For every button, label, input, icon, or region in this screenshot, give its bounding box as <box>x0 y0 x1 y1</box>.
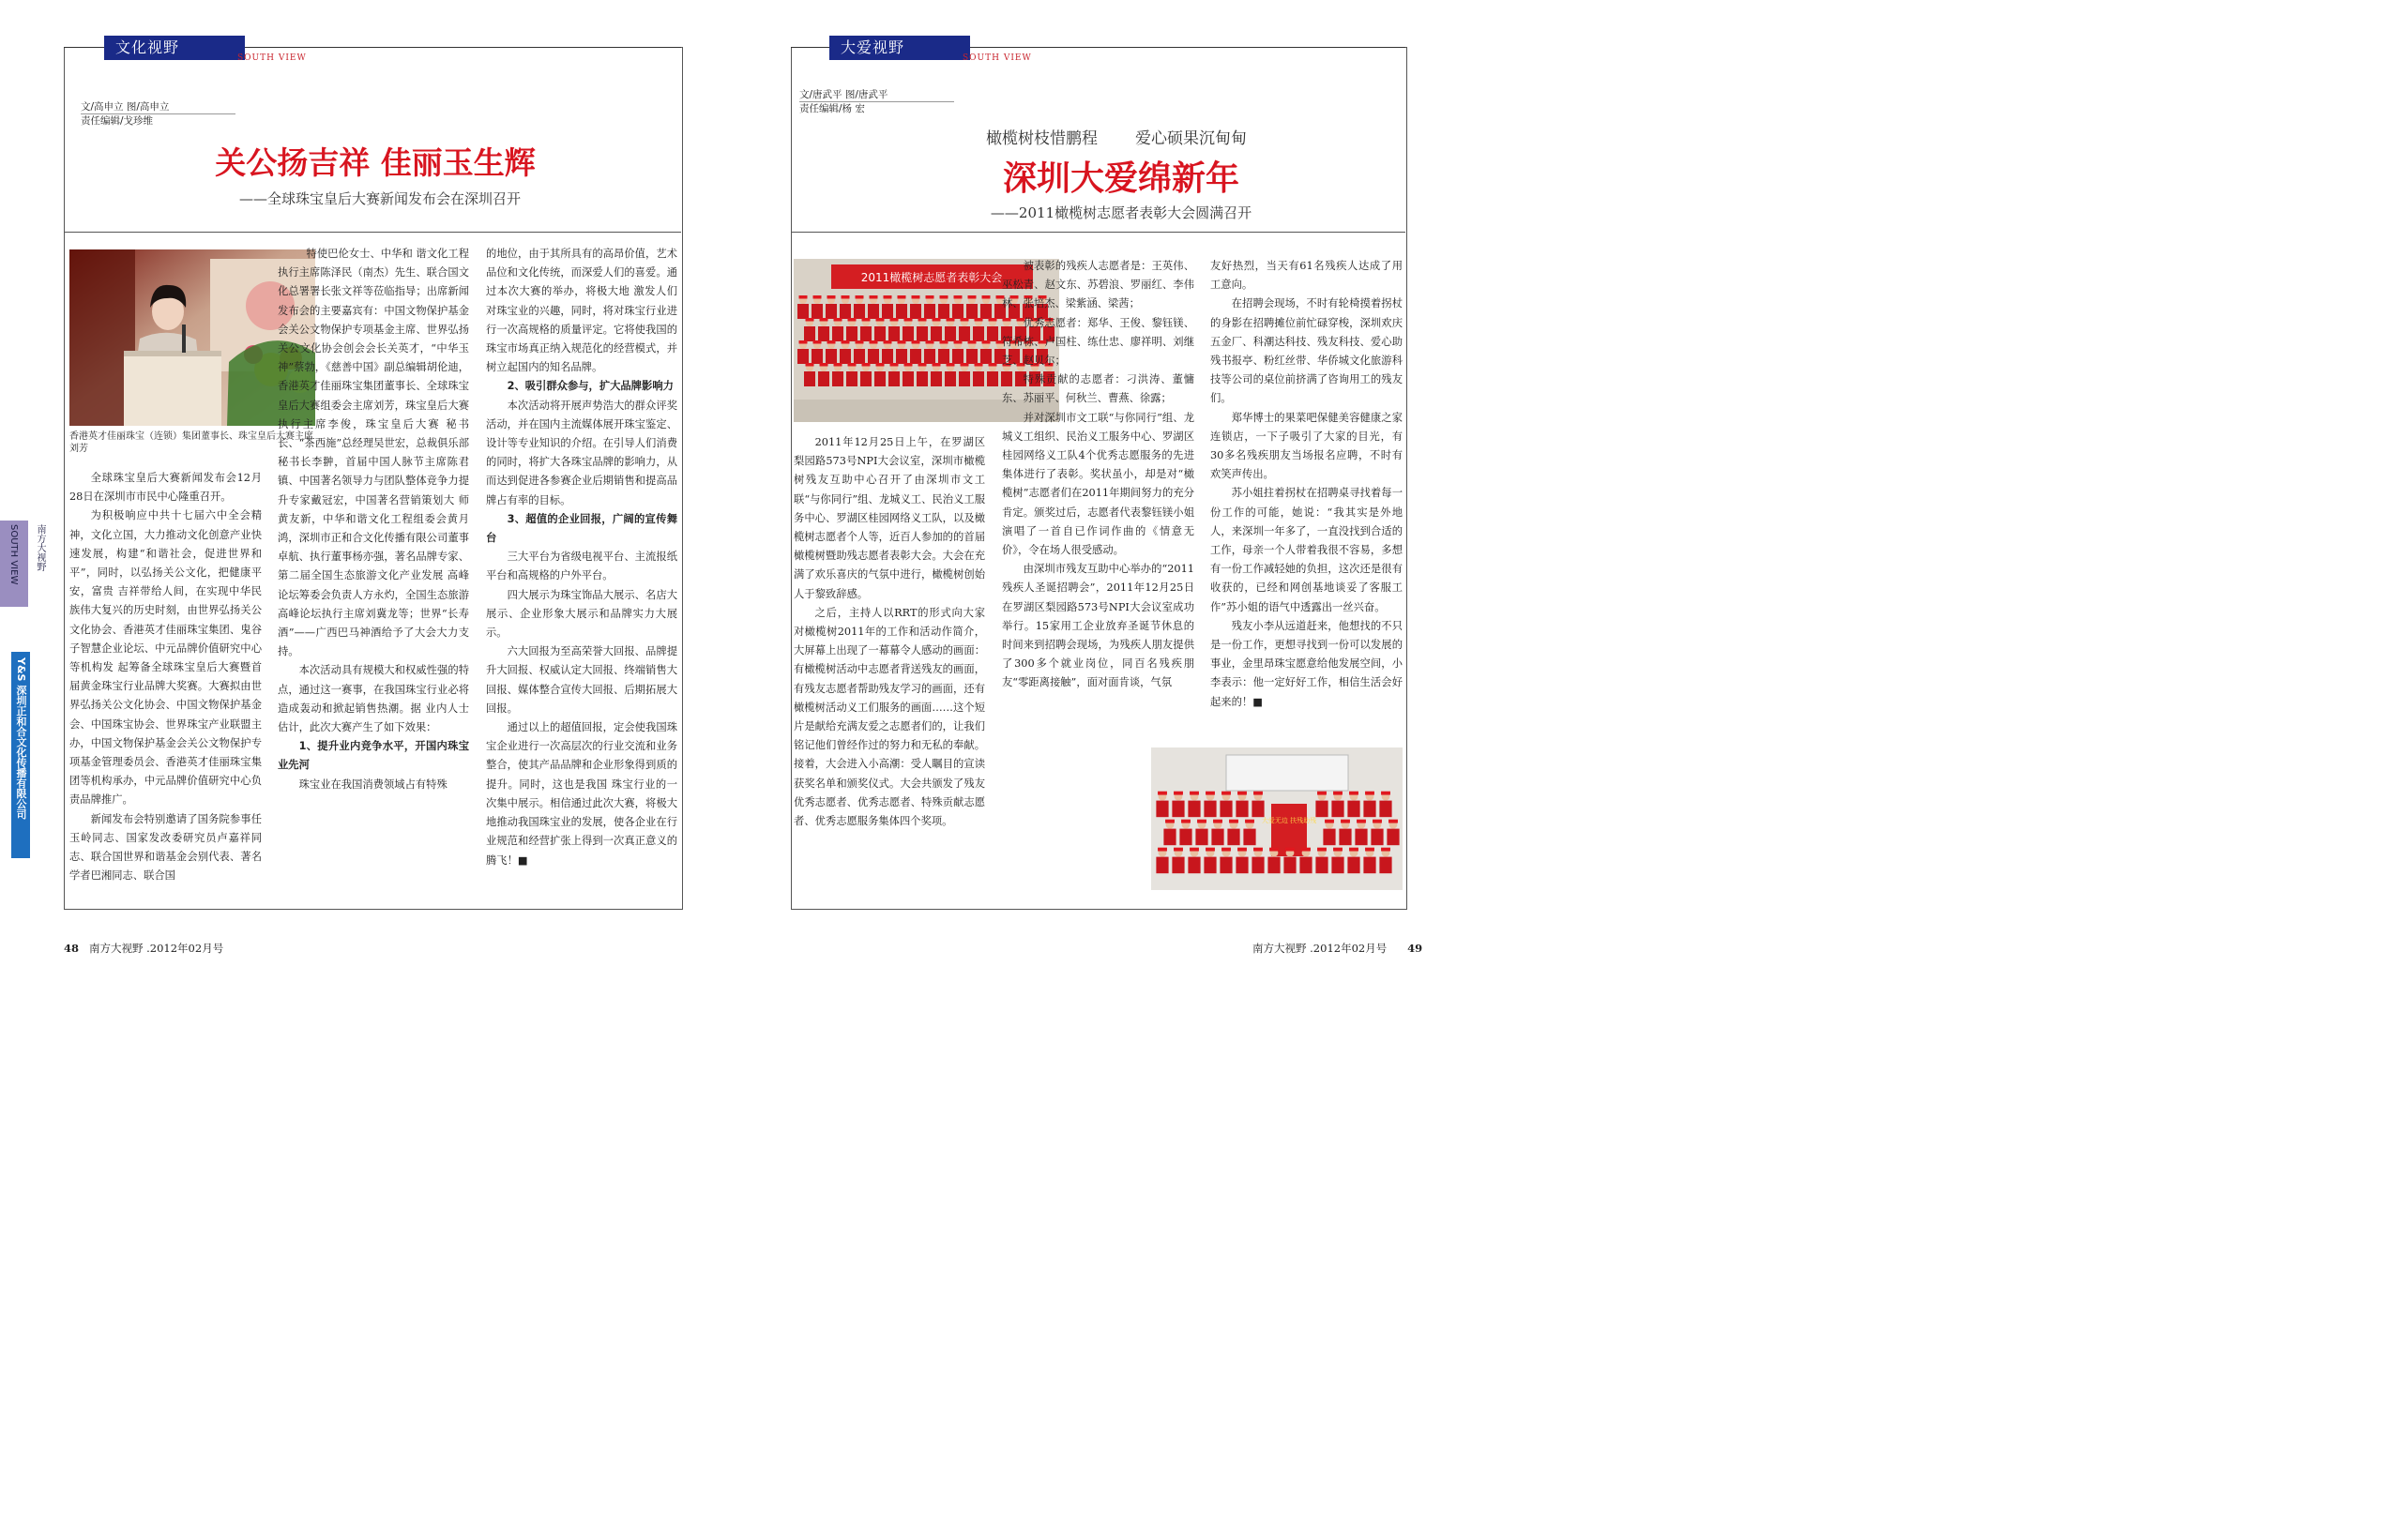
right-editor: 责任编辑/杨 宏 <box>799 103 865 114</box>
right-article-subtitle: ——2011橄榄树志愿者表彰大会圆满召开 <box>990 204 1252 221</box>
left-folio <box>64 941 223 956</box>
left-byline: 文/高申立 图/高申立 责任编辑/戈珍维 <box>81 100 235 128</box>
left-page-number: 48 <box>64 942 80 955</box>
right-kicker: 橄榄树枝惜鹏程 爱心硕果沉甸甸 <box>986 129 1247 148</box>
right-column-3: 友好热烈，当天有61名残疾人达成了用工意向。 在招聘会现场，不时有轮椅摸着拐杖的身影在招聘摊位前忙碌穿梭，深圳欢庆五金厂、科潮达科技、残友科技、爱心助残书报亭、粉红丝带、华侨城文化旅游科技等公司的桌位前挤满了咨询用工的残友们。 郑华博士的果菜吧保健美容健康之家连锁店，一下子吸引了大家的目光，有30多名残疾朋友当场报名应聘，不时有欢笑声传出。 苏小姐拄着拐杖在招聘桌寻找着每一份工作的可能，她说：“我其实是外地人，来深圳一年多了，一直没找到合适的工作，母亲一个人带着我很不容易，多想有一份工作减轻她的负担，这次还是很有收获的，已经和网创基地谈妥了客服工作”苏小姐的语气中透露出一丝兴奋。 残友小李从远道赶来，他想找的不只是一份工作，更想寻找到一份可以发展的事业，金里昂珠宝愿意给他发展空间，小李表示：他一定好好工作，相信生活会好起来的！■ <box>1210 260 1403 708</box>
sidebar-company-ad: Y&S 深圳正和合文化传播有限公司 <box>11 652 30 858</box>
south-view-label: SOUTH VIEW <box>237 53 307 63</box>
left-article-subtitle: ——全球珠宝皇后大赛新闻发布会在深圳召开 <box>238 190 521 207</box>
section-tab-love: 大爱视野 <box>829 36 970 60</box>
left-photo-caption: 香港英才佳丽珠宝（连锁）集团董事长、珠宝皇后大赛主席刘芳 <box>69 431 313 454</box>
left-column-3: 的地位，由于其所具有的高昂价值，艺术品位和文化传统，而深爱人们的喜爱。通过本次大赛的举办，将极大地 激发人们对珠宝业的兴趣，同时，将对珠宝行业进行一次高规格的质量评定。它将使我国的珠宝市场真正纳入规范化的经营模式，并树立起国内的知名品牌。 2、吸引群众参与，扩大品牌影响力 本次活动将开展声势浩大的群众评奖活动，并在国内主流媒体展开珠宝鉴定、设计等专业知识的介绍。在引导人们消费的同时，将扩大各珠宝品牌的影响力，从而达到促进各参赛企业后期销售和提高品牌占有率的目标。 3、超值的企业回报，广阔的宣传舞台 三大平台为省级电视平台、主流报纸平台和高规格的户外平台。 四大展示为珠宝饰品大展示、名店大展示、企业形象大展示和品牌实力大展示。 六大回报为至高荣誉大回报、品牌提升大回报、权威认定大回报、终端销售大回报、媒体整合宣传大回报、后期拓展大回报。 通过以上的超值回报，定会使我国珠宝企业进行一次高层次的行业交流和业务整合，使其产品品牌和企业形象得到质的提升。同时，这也是我国 珠宝行业的一次集中展示。相信通过此次大赛，将极大地推动我国珠宝业的发展，使各企业在行业规范和经营扩张上得到一次真正意义的腾飞！■ <box>486 248 677 867</box>
right-byline: 文/唐武平 图/唐武平 责任编辑/杨 宏 <box>799 88 954 115</box>
sidebar-magazine-logo: 南方大视野 SOUTH VIEW <box>0 521 28 607</box>
left-page <box>0 0 713 977</box>
left-article-title: 关公扬吉祥 佳丽玉生辉 <box>215 144 536 181</box>
right-column-1: 2011年12月25日上午，在罗湖区梨园路573号NPI大会议室，深圳市橄榄树残友互助中心召开了由深圳市文工联“与你同行”组、龙城义工、民治义工服务中心、罗湖区桂园网络义工队，以及橄榄树志愿者个人等，近百人参加的的首届橄榄树暨助残志愿者表彰大会。大会在充满了欢乐喜庆的气氛中进行，橄榄树创始人于黎致辞感。 之后，主持人以RRT的形式向大家对橄榄树2011年的工作和活动作简介，大屏幕上出现了一幕幕令人感动的画面：有橄榄树活动中志愿者背送残友的画面，有残友志愿者帮助残友学习的画面，还有橄榄树活动义工们服务的画面……这个短片是献给充满友爱之志愿者们的，让我们铭记他们曾经作过的努力和无私的奉献。接着，大会进入小高潮：受人瞩目的宣读获奖名单和颁奖仪式。大会共颁发了残友优秀志愿者、优秀志愿者、特殊贡献志愿者、优秀志愿服务集体四个奖项。 <box>794 436 985 828</box>
section-tab-culture: 文化视野 <box>104 36 245 60</box>
banner-text: 2011橄榄树志愿者表彰大会 <box>860 271 1003 284</box>
left-editor: 责任编辑/戈珍维 <box>81 115 154 127</box>
left-folio-text: 南方大视野 .2012年02月号 <box>88 942 224 955</box>
right-title-rule <box>791 232 1405 233</box>
right-column-2: 被表彰的残疾人志愿者是：王英伟、巫松青、赵文东、苏碧浪、罗丽红、李伟林、张培杰、梁紫涵、梁茜； 优秀志愿者：郑华、王俊、黎钰镁、符希栋、卢国柱、练仕忠、廖祥明、刘继芝、赵贝尔； 特殊贡献的志愿者：刁洪涛、董慵东、苏丽平、何秋兰、曹燕、徐露； 并对深圳市文工联“与你同行”组、龙城义工组织、民治义工服务中心、罗湖区桂园网络义工队4个优秀志愿服务的先进集体进行了表彰。奖状虽小，却是对“橄榄树”志愿者们在2011年期间努力的充分肯定。颁奖过后，志愿者代表黎钰镁小姐演唱了一首自已作词作曲的《情意无价》，令在场人很受感动。 由深圳市残友互助中心举办的“2011残疾人圣诞招聘会”，2011年12月25日在罗湖区梨园路573号NPI大会议室成功举行。15家用工企业放弃圣诞节休息的时间来到招聘会现场，为残疾人朋友提供了300多个就业岗位，同百名残疾朋友“零距离接触”，面对面肯谈，气氛 <box>1002 260 1194 689</box>
right-page-number: 49 <box>1407 942 1423 955</box>
right-folio-text: 南方大视野 .2012年02月号 <box>1252 942 1388 955</box>
south-view-label-right: SOUTH VIEW <box>963 53 1032 63</box>
left-column-1: 全球珠宝皇后大赛新闻发布会12月28日在深圳市市民中心隆重召开。 为积极响应中共十七届六中全会精神，文化立国，大力推动文化创意产业快速发展，构建“和谐社会，促进世界和平”，同时，以弘扬关公文化，把健康平安，富贵 吉祥带给人间，在实现中华民族伟大复兴的历史时刻，由世界弘扬关公文化协会、香港英才佳丽珠宝集团、鬼谷子智慧企业论坛、中元品牌价值研究中心等机构发 起筹备全球珠宝皇后大赛暨首届黄金珠宝行业品牌大奖赛。大赛拟由世界弘扬关公文化协会、中国文物保护基金会、中国珠宝协会、世界珠宝产业联盟主办，中国文物保护基金会关公文物保护专项基金管理委员会、香港英才佳丽珠宝集团等机构承办，中元品牌价值研究中心负责品牌推广。 新闻发布会特别邀请了国务院参事任玉岭同志、国家发改委研究员卢嘉祥同志、联合国世界和谐基金会别代表、著名学者巴湘同志、联合国 <box>69 472 262 883</box>
left-title-rule <box>64 232 681 233</box>
flag-text: 大爱无边 扶残助残 <box>1261 817 1317 824</box>
right-folio <box>1252 941 1422 956</box>
right-article-title: 深圳大爱绵新年 <box>1002 159 1239 198</box>
left-column-2: 特使巴伦女士、中华和 谐文化工程执行主席陈泽民（南杰）先生、联合国文化总署署长张文祥等莅临指导；出席新闻发布会的主要嘉宾有：中国文物保护基金会关公文物保护专项基金主席、世界弘扬关公文化协会创会会长关英才，“中华玉神”蔡勃，《慈善中国》副总编辑胡伦迪，香港英才佳丽珠宝集团董事长、全球珠宝皇后大赛组委会主席刘芳，珠宝皇后大赛执行主席李俊，珠宝皇后大赛 秘书长、“茶西施”总经理吴世宏，总裁俱乐部秘书长李翀，首届中国人脉节主席陈君镇、中国著名领导力与团队整体竞争力提升专家戴冠宏，中国著名营销策划大 师黄友新，中华和谐文化工程组委会黄月鸿，深圳市正和合文化传播有限公司董事卓航、执行董事杨亦强，著名品牌专家、第二届全国生态旅游文化产业发展 高峰论坛筹委会负责人方永灼，全国生态旅游高峰论坛执行主席刘冀龙等；世界“长寿酒”——广西巴马神酒给予了大会大力支持。 本次活动具有规模大和权威性强的特点，通过这一赛事，在我国珠宝行业必将造成轰动和掀起销售热潮。据 业内人士估计，此次大赛产生了如下效果： 1、提升业内竞争水平，开国内珠宝业先河 珠宝业在我国消费领域占有特殊 <box>278 248 469 791</box>
right-page <box>722 0 1444 977</box>
